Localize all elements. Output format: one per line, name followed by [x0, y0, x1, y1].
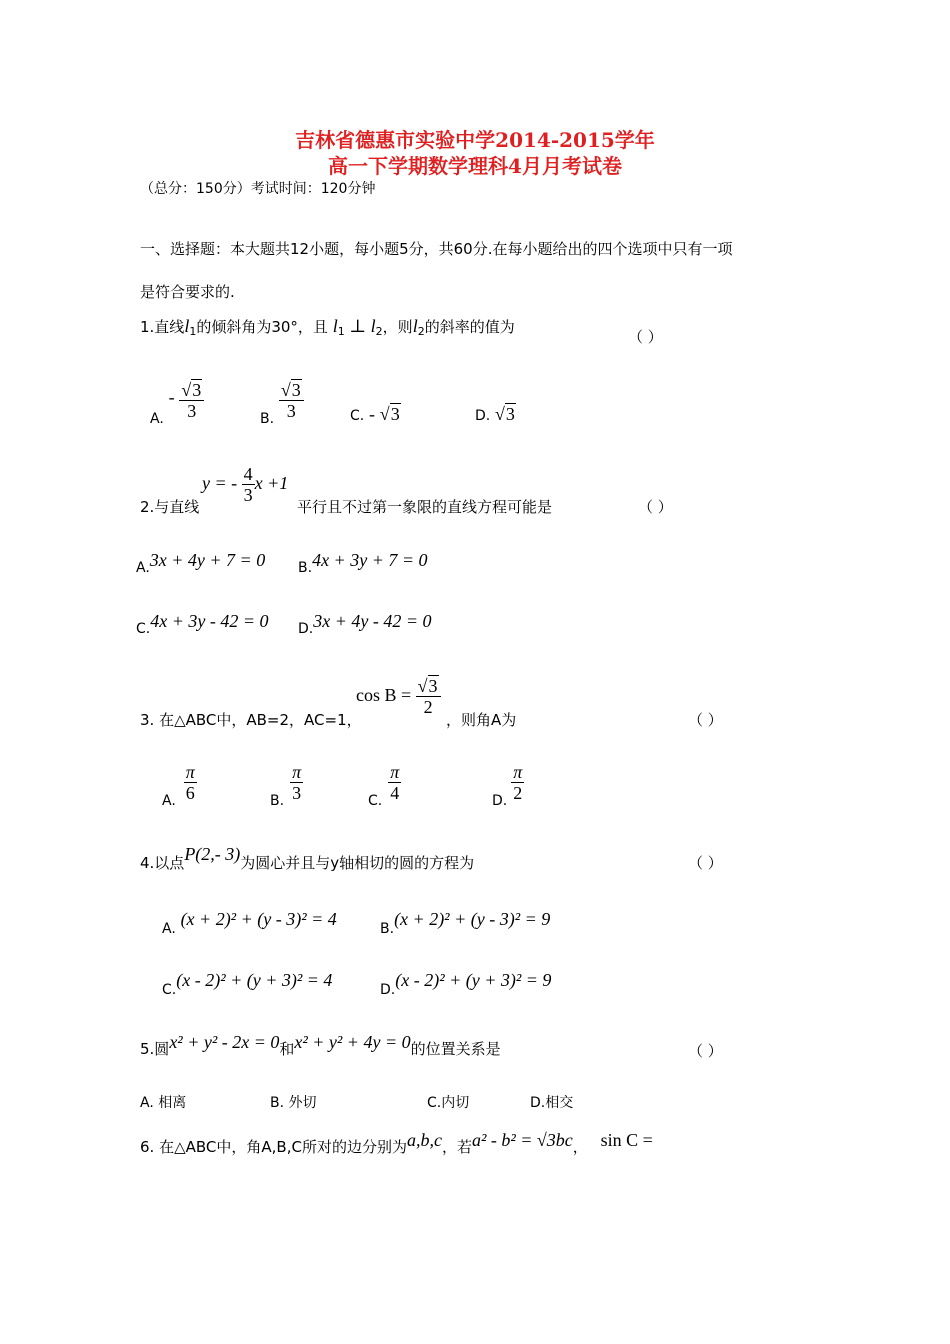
q3-option-b: B. $\frac{\pi}{3}$ — [270, 762, 302, 809]
q4-option-d: D.(x - 2)² + (y + 3)² = 9 — [380, 970, 552, 998]
q2-answer-paren: （ ） — [638, 498, 673, 516]
question-1: 1.直线$l_1$的倾斜角为30°，且 $l_1$ ⊥ $l_2$，则$l_2$的斜率的值为 — [140, 316, 515, 338]
section-instructions-line2: 是符合要求的. — [140, 283, 235, 301]
q3-equation: cos B = $\frac{√3}{2}$ — [356, 676, 441, 717]
section-instructions-line1: 一、选择题：本大题共12小题，每小题5分，共60分.在每小题给出的四个选项中只有一项 — [140, 240, 733, 258]
q4-option-c: C.(x - 2)² + (y + 3)² = 4 — [162, 970, 333, 998]
question-6: 6. 在△ABC中，角A,B,C所对的边分别为a,b,c，若a² - b² = √3bc， sin C = — [140, 1130, 653, 1156]
q1-option-b: B. $\frac{√3}{3}$ — [260, 380, 304, 427]
q4-answer-paren: （ ） — [688, 854, 723, 872]
q2-option-b: B.4x + 3y + 7 = 0 — [298, 550, 428, 576]
q1-prefix: 1.直线 — [140, 318, 185, 336]
q4-option-b: B.(x + 2)² + (y - 3)² = 9 — [380, 909, 551, 937]
q1-text-a: 的倾斜角为30°，且 — [196, 318, 328, 336]
q2-text: 平行且不过第一象限的直线方程可能是 — [297, 498, 553, 516]
q3-option-c: C. $\frac{\pi}{4}$ — [368, 762, 400, 809]
q3-option-a: A. $\frac{\pi}{6}$ — [162, 762, 195, 809]
question-4: 4.以点P(2,- 3)为圆心并且与y轴相切的圆的方程为 — [140, 844, 475, 872]
q2-prefix: 2.与直线 — [140, 498, 200, 516]
doc-title-line2: 高一下学期数学理科4月月考试卷 — [328, 154, 622, 178]
q1-option-c: C. - √3 — [350, 404, 400, 424]
q5-option-d: D.相交 — [530, 1095, 574, 1111]
q2-equation: y = - $\frac{4}{3}$ x +1 — [202, 464, 289, 505]
q2-option-a: A.3x + 4y + 7 = 0 — [136, 550, 266, 576]
q2-option-d: D.3x + 4y - 42 = 0 — [298, 611, 432, 637]
question-5: 5.圆x² + y² - 2x = 0和x² + y² + 4y = 0的位置关系是 — [140, 1032, 501, 1058]
q1-answer-paren: （ ） — [628, 328, 663, 346]
q3-option-d: D. $\frac{\pi}{2}$ — [492, 762, 523, 809]
q4-option-a: A. (x + 2)² + (y - 3)² = 4 — [162, 909, 337, 937]
exam-meta: （总分：150分）考试时间：120分钟 — [140, 181, 376, 197]
q5-option-b: B. 外切 — [270, 1095, 317, 1111]
q1-text-c: 的斜率的值为 — [424, 318, 515, 336]
q3-text: ，则角A为 — [446, 711, 517, 729]
q1-option-d: D. √3 — [475, 404, 515, 424]
q3-answer-paren: （ ） — [688, 711, 723, 729]
q1-option-a: A. - $\frac{√3}{3}$ — [150, 380, 204, 427]
q2-option-c: C.4x + 3y - 42 = 0 — [136, 611, 269, 637]
q3-prefix: 3. 在△ABC中，AB=2，AC=1， — [140, 711, 362, 729]
q1-text-b: ，则 — [382, 318, 413, 336]
q5-option-c: C.内切 — [427, 1095, 470, 1111]
q5-answer-paren: （ ） — [688, 1042, 723, 1060]
doc-title-line1: 吉林省德惠市实验中学2014-2015学年 — [295, 128, 655, 152]
q5-option-a: A. 相离 — [140, 1095, 187, 1111]
